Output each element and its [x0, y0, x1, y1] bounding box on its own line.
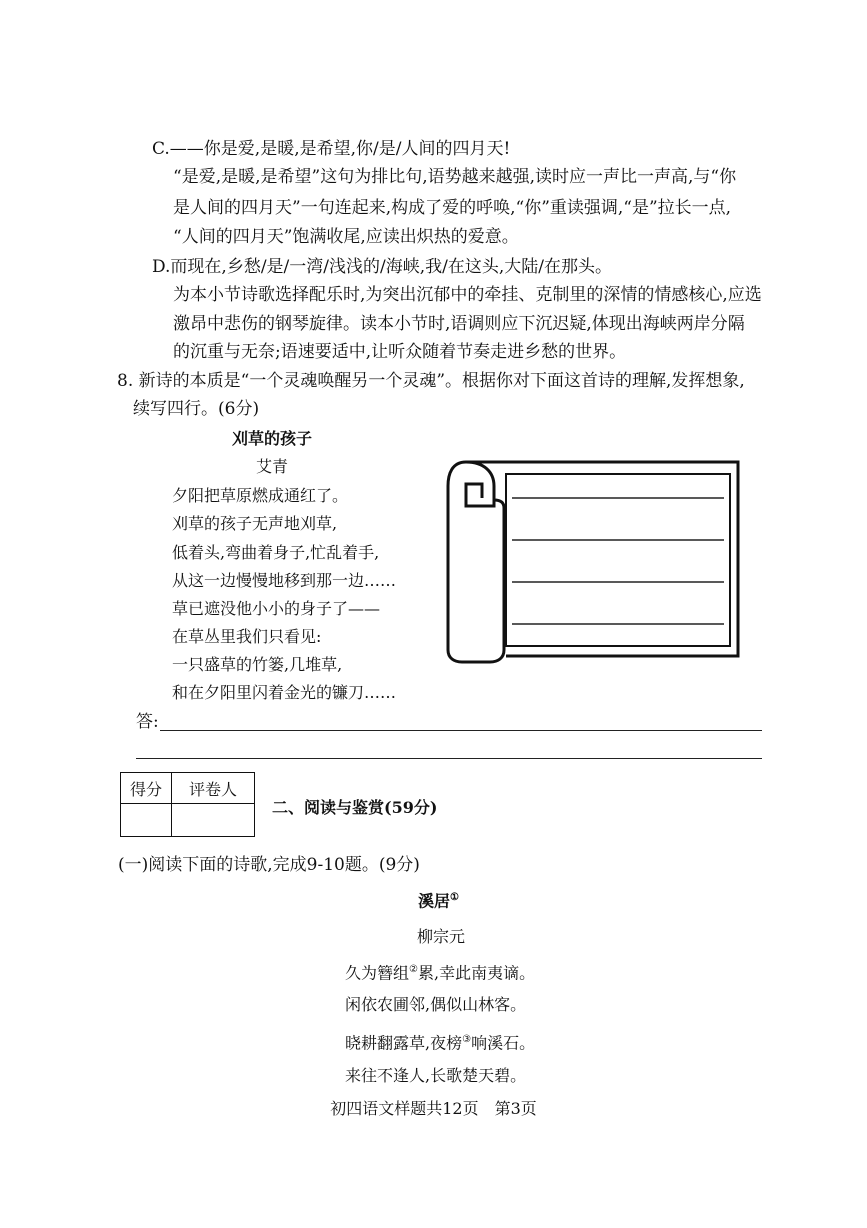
- option-c-line-1: “是爱,是暖,是希望”这句为排比句,语势越来越强,读时应一声比一声高,与“你: [173, 167, 737, 187]
- poem-2-line-3: [345, 1030, 535, 1053]
- question-8-text: 8. 新诗的本质是“一个灵魂唤醒另一个灵魂”。根据你对下面这首诗的理解,发挥想象,: [117, 371, 745, 391]
- poem-line: 低着头,弯曲着身子,忙乱着手,: [172, 543, 380, 562]
- poem-2-line-1-b: 累,幸此南夷谪。: [417, 963, 536, 983]
- poem-2-line-3-a: 晓耕翻露草,夜榜: [345, 1033, 463, 1053]
- grader-cell[interactable]: [172, 804, 255, 837]
- option-c-label: C.——你是爱,是暖,是希望,你/是/人间的四月天!: [152, 139, 511, 159]
- poem-2-line-1: [345, 960, 535, 983]
- answer-line-2[interactable]: [136, 758, 762, 759]
- scroll-writing-area: [446, 460, 746, 670]
- poem-2-line-1-a: 久为簪组: [345, 963, 410, 983]
- answer-line-1[interactable]: [160, 730, 762, 731]
- poem-author: 艾青: [256, 457, 289, 476]
- poem-line: 草已遮没他小小的身子了——: [172, 599, 381, 618]
- poem-2-author: 柳宗元: [417, 927, 466, 946]
- poem-line: 夕阳把草原燃成通红了。: [172, 486, 349, 505]
- option-d-line-2: 激昂中悲伤的钢琴旋律。读本小节时,语调则应下沉迟疑,体现出海峡两岸分隔: [173, 314, 745, 334]
- score-cell[interactable]: [121, 804, 172, 837]
- poem-line: 在草丛里我们只看见:: [172, 627, 322, 646]
- scroll-inner-frame: [506, 474, 730, 646]
- poem-title: 刈草的孩子: [232, 429, 313, 448]
- poem-2-title-text: 溪居: [418, 891, 451, 911]
- poem-line: 一只盛草的竹篓,几堆草,: [172, 655, 343, 674]
- poem-line: 从这一边慢慢地移到那一边……: [172, 571, 397, 590]
- poem-2-title: [418, 887, 459, 912]
- footnote-marker: ③: [462, 1034, 472, 1045]
- option-d-label: D.而现在,乡愁/是/一湾/浅浅的/海峡,我/在这头,大陆/在那头。: [152, 257, 613, 277]
- scroll-roll: [448, 462, 504, 662]
- scroll-curl: [466, 462, 494, 506]
- score-header: 得分: [121, 773, 172, 804]
- score-table: [120, 772, 255, 837]
- poem-line: 和在夕阳里闪着金光的镰刀……: [172, 683, 397, 702]
- poem-2-line-2: 闲依农圃邻,偶似山林客。: [345, 995, 527, 1014]
- option-c-line-2: 是人间的四月天”一句连起来,构成了爱的呼唤,“你”重读强调,“是”拉长一点,: [173, 198, 732, 218]
- footnote-marker: ①: [450, 892, 459, 903]
- part-1-instruction: (一)阅读下面的诗歌,完成9-10题。(9分): [118, 855, 420, 875]
- question-8-text-cont: 续写四行。(6分): [133, 399, 260, 419]
- poem-2-line-3-b: 响溪石。: [471, 1033, 536, 1053]
- option-c-line-3: “人间的四月天”饱满收尾,应读出炽热的爱意。: [173, 227, 519, 247]
- option-d-line-3: 的沉重与无奈;语速要适中,让听众随着节奏走进乡愁的世界。: [173, 342, 627, 362]
- grader-header: 评卷人: [172, 773, 255, 804]
- poem-2-line-4: 来往不逢人,长歌楚天碧。: [345, 1066, 527, 1085]
- poem-line: 刈草的孩子无声地刈草,: [172, 514, 338, 533]
- answer-label: 答:: [136, 712, 159, 732]
- page-footer: 初四语文样题共12页 第3页: [330, 1099, 537, 1118]
- footnote-marker: ②: [409, 964, 418, 975]
- section-2-title: 二、阅读与鉴赏(59分): [272, 798, 438, 817]
- option-d-line-1: 为本小节诗歌选择配乐时,为突出沉郁中的牵挂、克制里的深情的情感核心,应选: [173, 285, 762, 305]
